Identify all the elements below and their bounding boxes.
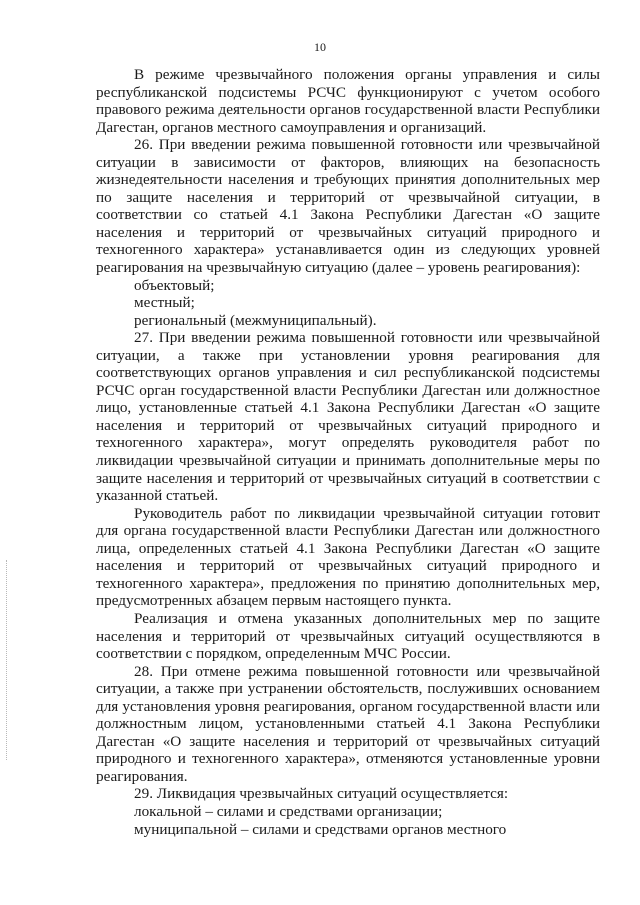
paragraph: Руководитель работ по ликвидации чрезвычайной ситуации готовит для органа государственной власти Республики Дагестан или должностного лица, определенных статьей 4.1 Закона Республики Дагестан «О защите населения и территорий от чрезвычайных ситуаций природного и техногенного характера», предложения по принятию дополнительных мер, предусмотренных абзацем первым настоящего пункта. bbox=[96, 504, 600, 610]
list-item: локальной – силами и средствами организации; bbox=[134, 802, 443, 820]
paragraph-27: 27. При введении режима повышенной готовности или чрезвычайной ситуации, а также при установлении уровня реагирования для соответствующих органов управления и сил республиканской подсистемы РСЧС орган государственной власти Республики Дагестан или должностное лицо, установленные статьей 4.1 Закона Республики Дагестан «О защите населения и территорий от чрезвычайных ситуаций природного и техногенного характера», могут определять руководителя работ по ликвидации чрезвычайной ситуации и принимать дополнительные меры по защите населения и территорий от чрезвычайных ситуаций в соответствии с указанной статьей. bbox=[96, 329, 600, 505]
paragraph-28: 28. При отмене режима повышенной готовности или чрезвычайной ситуации, а также при устранении обстоятельств, послуживших основанием для установления уровня реагирования, органом государственной власти или должностным лицом, установленными статьей 4.1 Закона Республики Дагестан «О защите населения и территорий от чрезвычайных ситуаций природного и техногенного характера», отменяются установленные уровни реагирования. bbox=[96, 662, 600, 785]
list-item: объектовый; bbox=[134, 276, 215, 294]
document-body bbox=[96, 66, 600, 838]
page-number: 10 bbox=[314, 40, 326, 54]
paragraph-26: 26. При введении режима повышенной готовности или чрезвычайной ситуации в зависимости от факторов, влияющих на безопасность жизнедеятельности населения и требующих принятия дополнительных мер по защите населения и территорий от чрезвычайной ситуации, в соответствии со статьей 4.1 Закона Республики Дагестан «О защите населения и территорий от чрезвычайных ситуаций природного и техногенного характера» устанавливается один из следующих уровней реагирования на чрезвычайную ситуацию (далее – уровень реагирования): bbox=[96, 136, 600, 277]
paragraph: В режиме чрезвычайного положения органы управления и силы республиканской подсистемы РСЧС функционируют с учетом особого правового режима деятельности органов государственной власти Республики Дагестан, органов местного самоуправления и организаций. bbox=[96, 66, 600, 136]
paragraph: Реализация и отмена указанных дополнительных мер по защите населения и территорий от чрезвычайных ситуаций осуществляются в соответствии с порядком, определенным МЧС России. bbox=[96, 609, 600, 663]
paragraph-29: 29. Ликвидация чрезвычайных ситуаций осуществляется: bbox=[134, 785, 509, 803]
list-item: местный; bbox=[134, 294, 195, 312]
paragraph-truncated: муниципальной – силами и средствами органов местного bbox=[134, 820, 507, 838]
list-item: региональный (межмуниципальный). bbox=[134, 311, 377, 329]
scan-margin-mark bbox=[6, 560, 11, 760]
